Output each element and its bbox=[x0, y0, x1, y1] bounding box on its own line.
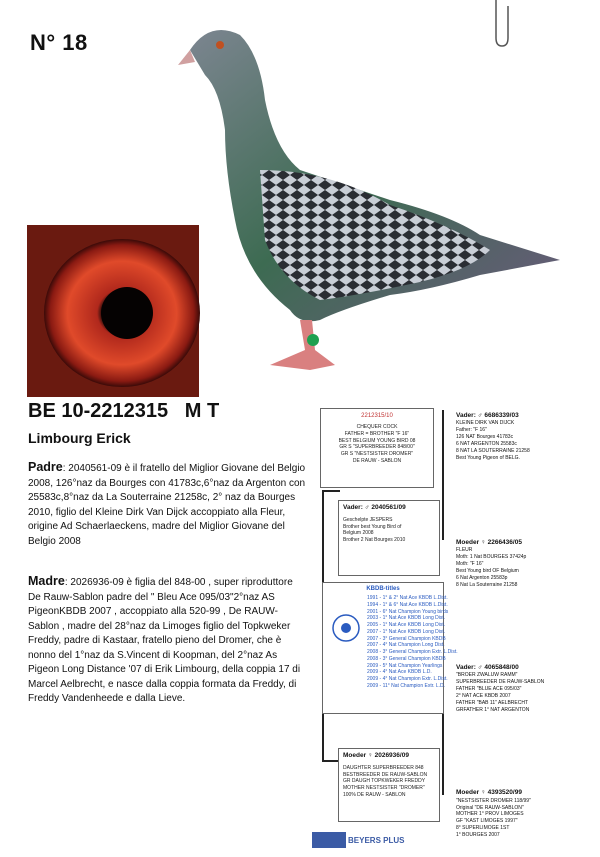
pedigree-connector bbox=[442, 410, 444, 540]
pedigree-line: 126 NAT Bourges 41783c bbox=[456, 434, 514, 441]
pedigree-grandmother-paternal bbox=[452, 535, 582, 655]
kbdb-line: 2003 - 1° Nat Ace KBDB Long Dist. bbox=[367, 615, 446, 622]
pedigree-line: Brother 2 Nat Bourges 2010 bbox=[343, 537, 406, 544]
pedigree-line: 8 NAT LA SOUTERRAINE 21258 bbox=[456, 448, 530, 455]
kbdb-line: 2007 - 4° Nat Champion Long Dist. bbox=[367, 642, 445, 649]
kbdb-line: 2009 - 5° Nat Champion Yearlings bbox=[367, 662, 443, 669]
pedigree-main-ring: 2212315/10 bbox=[361, 413, 393, 419]
pedigree-line: "NESTSISTER DROMER 118/99" bbox=[456, 797, 531, 804]
pedigree-line: KLEINE DIRK VAN DIJCK bbox=[456, 420, 515, 427]
madre-label: Madre bbox=[28, 574, 65, 588]
pedigree-title: Moeder ♀ 4393520/99 bbox=[456, 789, 522, 796]
pedigree-title: Moeder ♀ 2026936/09 bbox=[343, 752, 409, 759]
footer-brand: BEYERS PLUS bbox=[348, 836, 405, 845]
pedigree-line: Best Young bird OF Belgium bbox=[456, 568, 519, 575]
pedigree-kbdb-box bbox=[322, 582, 458, 714]
kbdb-line: 2001 - 6° Nat Champion Young birds bbox=[367, 608, 449, 615]
pedigree-line: Best Young Pigeon of BELG. bbox=[456, 455, 520, 462]
pedigree-line: Moth: "F 16" bbox=[456, 561, 484, 568]
pedigree-line: 6 Nat Argenton 25583p bbox=[456, 575, 508, 582]
kbdb-line: 2007 - 3° General Champion KBDB bbox=[367, 635, 446, 642]
pedigree-title: Vader: ♂ 2040561/09 bbox=[343, 504, 406, 511]
kbdb-line: 2008 - 3° General Champion KBDB bbox=[367, 655, 446, 662]
pedigree-line: DAUGHTER SUPERBREEDER 848 bbox=[343, 764, 424, 771]
kbdb-line: 2009 - 4° Nat Ace KBDB L.D. bbox=[367, 669, 432, 676]
ring-number: BE 10-2212315 M T bbox=[28, 400, 220, 422]
pedigree-line: GR S "NESTSISTER DROMER" bbox=[340, 451, 414, 458]
madre-description bbox=[28, 572, 308, 707]
pedigree-line: Father: "F 16" bbox=[456, 427, 487, 434]
kbdb-line: 2008 - 3° General Champion Extr. L.Dist. bbox=[367, 649, 458, 656]
pedigree-line: 100% DE RAUW - SABLON bbox=[343, 791, 406, 798]
pedigree-line: MOTHER 1° PROV LIMOGES bbox=[456, 811, 524, 818]
pedigree-line: Geschelpte JESPERS bbox=[343, 516, 393, 523]
pedigree-line: GR S "SUPERBREEDER 848/00" bbox=[339, 444, 415, 451]
pedigree-line: FLEUR bbox=[456, 547, 473, 554]
pedigree-line: Belgium 2008 bbox=[343, 530, 374, 537]
owner-name: Limbourg Erick bbox=[28, 430, 131, 446]
padre-text: : 2040561-09 è il fratello del Miglior Giovane del Belgio 2008, 126°naz da Bourges con 41783c,6°naz da Argenton con 25583c,8°naz da La Souterraine 21258c, 2° naz da Bourges 2010, figlio del Kleine Dirk Van Dijck accoppiato alla Fleur, origine Ad Schaerlaeckens, madre del Miglior Giovane del Belgio 2008 bbox=[28, 463, 306, 547]
padre-label: Padre bbox=[28, 460, 63, 474]
padre-description bbox=[28, 458, 308, 549]
pedigree-line: 2° NAT ACE KBDB 2007 bbox=[456, 693, 511, 700]
kbdb-line: 2007 - 1° Nat Ace KBDB Long Dist. bbox=[367, 628, 446, 635]
kbdb-line: 2005 - 1° Nat Ace KBDB Long Dist. bbox=[367, 622, 446, 629]
pedigree-line: Brother best Young Bird of bbox=[343, 523, 402, 530]
kbdb-line: 1994 - 1° & 6° Nat Ace KBDB L.Dist. bbox=[367, 601, 448, 608]
pedigree-line: FATHER "BAB 11" AELBRECHT bbox=[456, 700, 528, 707]
pedigree-title: Vader: ♂ 4065848/00 bbox=[456, 664, 519, 671]
pedigree-connector bbox=[322, 490, 340, 492]
pedigree-grandmother-maternal bbox=[452, 786, 582, 846]
kbdb-emblem-icon bbox=[331, 613, 361, 643]
pedigree-main-box bbox=[320, 408, 434, 488]
kbdb-header: KBDB-titles bbox=[366, 586, 400, 592]
pigeon-photo bbox=[150, 20, 570, 390]
pedigree-line: Original "DE RAUW-SABLON" bbox=[456, 804, 524, 811]
pedigree-line: CHEQUER COCK bbox=[356, 424, 398, 431]
pedigree-grandfather-paternal bbox=[452, 408, 582, 528]
pedigree-line: FATHER "BLUE ACE 095/03" bbox=[456, 686, 522, 693]
pedigree-grandfather-maternal bbox=[452, 660, 582, 770]
beyers-logo bbox=[312, 832, 346, 848]
lot-number: N° 18 bbox=[30, 30, 88, 55]
pedigree-line: 8 Nat La Souterraine 21258 bbox=[456, 582, 518, 589]
pedigree-line: MOTHER NESTSISTER "DROMER" bbox=[343, 785, 425, 792]
pedigree-line: GF "KAST LIMOGES 1997" bbox=[456, 818, 518, 825]
madre-text: : 2026936-09 è figlia del 848-00 , super riproduttore De Rauw-Sablon padre del " Bleu Ace 095/03"2°naz AS PigeonKBDB 2007 , accoppiato alla 520-99 , De RAUW-Sablon , madre del 28°naz da Limoges figlio del Topkweker Freddy, padre di Kastaar, fratello pieno del Dromer, che è nonno del 1°naz da S.Vincent di Koopman, del 2°naz As Pigeon Long Distance '07 di Erik Limbourg, della coppia 17 di Marcel Aelbrecht, e nasce dalla coppia formata da Freddy, di Freddy Vandenheede e dalla Lieve. bbox=[28, 577, 301, 704]
pedigree-line: DE RAUW - SABLON bbox=[352, 457, 402, 464]
kbdb-line: 1991 - 1° & 2° Nat Ace KBDB L.Dist. bbox=[367, 595, 448, 602]
pedigree-line: GRFATHER 1° NAT ARGENTON bbox=[456, 707, 530, 714]
pedigree-line: SUPERBREEDER DE RAUW-SABLON bbox=[456, 679, 545, 686]
pedigree-line: FATHER = BROTHER "F 16" bbox=[344, 430, 410, 437]
pedigree-line: GR DAUGH TOPKWEKER FREDDY bbox=[343, 778, 426, 785]
pedigree-line: Moth: 1 Nat BOURGES 37424p bbox=[456, 554, 527, 561]
pedigree-line: BESTBREEDER DE RAUW-SABLON bbox=[343, 771, 428, 778]
pedigree-title: Vader: ♂ 6686339/03 bbox=[456, 412, 519, 419]
pedigree-line: 8° SUPERLIMOGE 1ST bbox=[456, 824, 510, 831]
pedigree-line: BEST BELGIUM YOUNG BIRD 08 bbox=[338, 437, 416, 444]
kbdb-line: 2009 - 4° Nat Champion Extr. L.Dist. bbox=[367, 676, 448, 683]
pedigree-line: 1° BOURGES 2007 bbox=[456, 831, 500, 838]
pedigree-line: 6 NAT ARGENTON 25583c bbox=[456, 441, 517, 448]
kbdb-line: 2009 - 11° Nat Champion Extr. L.D. bbox=[367, 682, 446, 689]
pedigree-title: Moeder ♀ 2266436/05 bbox=[456, 539, 522, 546]
pedigree-line: "BROER ZWALUW RAMM" bbox=[456, 672, 518, 679]
pedigree-vader-box bbox=[338, 500, 440, 576]
eye-photo bbox=[27, 225, 199, 397]
pedigree-moeder-box bbox=[338, 748, 440, 822]
